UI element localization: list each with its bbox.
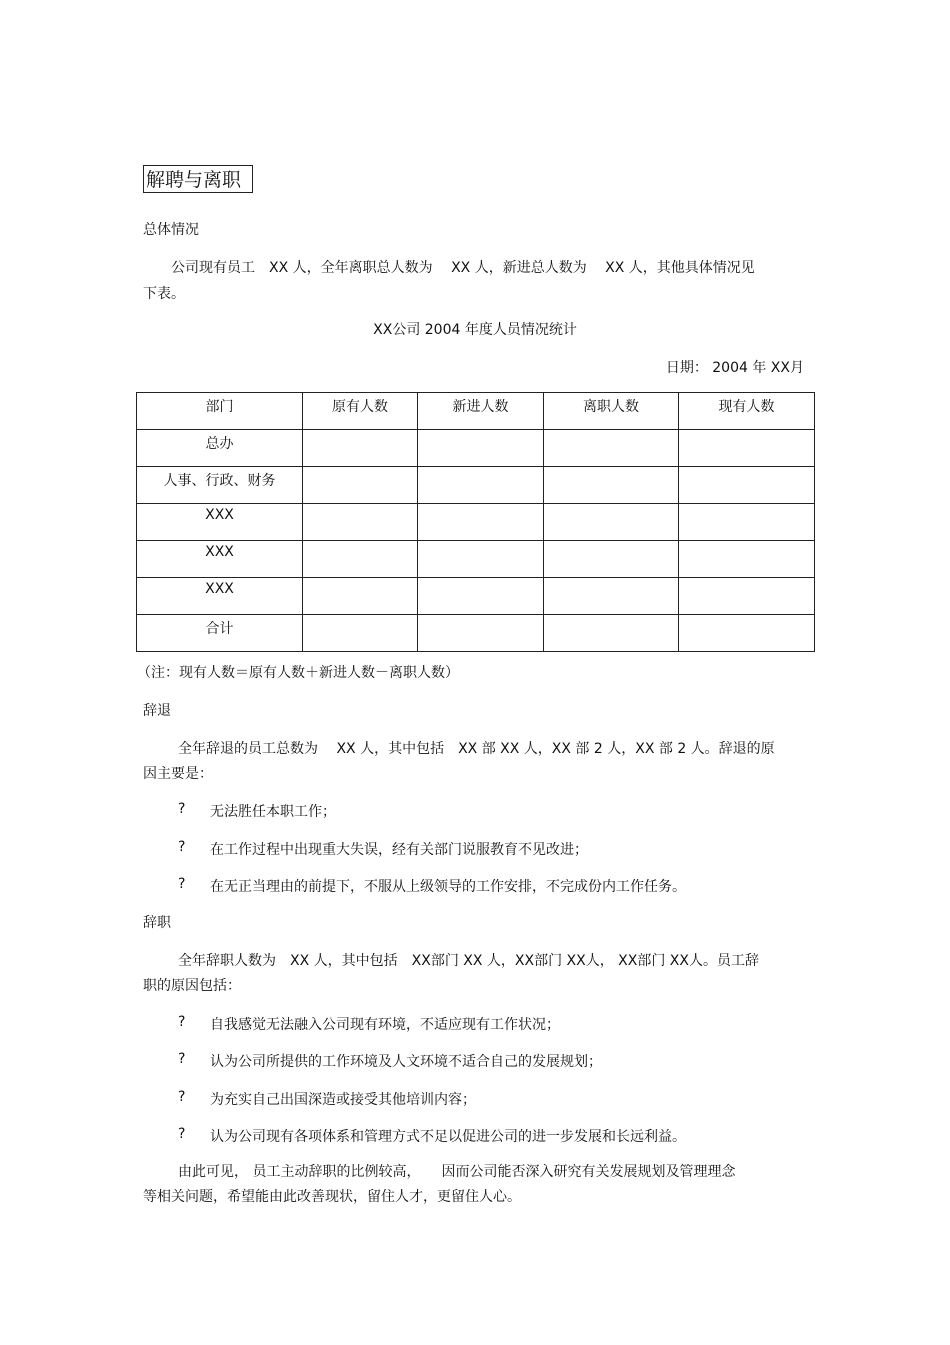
bullet-icon: ?: [178, 876, 186, 892]
table-cell: [544, 467, 679, 504]
bullet-icon: ?: [178, 801, 186, 817]
table-cell: [303, 504, 418, 541]
cell-department: 合计: [137, 615, 303, 652]
table-cell: [679, 504, 815, 541]
table-row: [137, 504, 815, 541]
overview-heading: 总体情况: [143, 222, 199, 238]
table-cell: [544, 504, 679, 541]
table-cell: [303, 615, 418, 652]
resignation-reason-item: 自我感觉无法融入公司现有环境，不适应现有工作状况；: [210, 1017, 560, 1033]
table-cell: [303, 541, 418, 578]
bullet-icon: ?: [178, 1089, 186, 1105]
cell-department: 总办: [137, 430, 303, 467]
staff-statistics-table: [136, 392, 815, 652]
header-departed-count: 离职人数: [544, 393, 679, 430]
resignation-reason-item: 为充实自己出国深造或接受其他培训内容；: [210, 1092, 476, 1108]
header-new-count: 新进人数: [418, 393, 544, 430]
table-cell: [418, 504, 544, 541]
overview-paragraph-line1: 公司现有员工 XX 人，全年离职总人数为 XX 人，新进总人数为 XX 人，其他具体情况见: [171, 260, 755, 276]
resignation-heading: 辞职: [143, 915, 171, 931]
date-line: 日期： 2004 年 XX月: [665, 360, 804, 376]
table-header-row: [137, 393, 815, 430]
table-cell: [418, 541, 544, 578]
table-row-total: [137, 615, 815, 652]
header-original-count: 原有人数: [303, 393, 418, 430]
table-cell: [303, 467, 418, 504]
table-cell: [544, 541, 679, 578]
table-cell: [418, 467, 544, 504]
cell-department: XXX: [137, 578, 303, 615]
dismissal-reason-item: 在工作过程中出现重大失误，经有关部门说服教育不见改进；: [210, 842, 588, 858]
table-title: XX公司 2004 年度人员情况统计: [373, 322, 577, 338]
table-cell: [679, 430, 815, 467]
bullet-icon: ?: [178, 839, 186, 855]
table-row: [137, 430, 815, 467]
bullet-icon: ?: [178, 1126, 186, 1142]
resignation-paragraph-line1: 全年辞职人数为 XX 人，其中包括 XX部门 XX 人，XX部门 XX人， XX部门 XX人。员工辞: [178, 953, 759, 969]
table-row: [137, 541, 815, 578]
table-cell: [544, 615, 679, 652]
dismissal-reason-item: 在无正当理由的前提下，不服从上级领导的工作安排，不完成份内工作任务。: [210, 879, 686, 895]
table-row: [137, 467, 815, 504]
section-title: 解聘与离职: [143, 165, 253, 193]
cell-department: XXX: [137, 504, 303, 541]
bullet-icon: ?: [178, 1014, 186, 1030]
table-cell: [303, 578, 418, 615]
cell-department: XXX: [137, 541, 303, 578]
table-cell: [679, 541, 815, 578]
resignation-reason-item: 认为公司现有各项体系和管理方式不足以促进公司的进一步发展和长远利益。: [210, 1129, 686, 1145]
table-cell: [679, 467, 815, 504]
table-note: （注：现有人数＝原有人数＋新进人数－离职人数）: [137, 665, 459, 681]
conclusion-line1: 由此可见， 员工主动辞职的比例较高， 因而公司能否深入研究有关发展规划及管理理念: [178, 1164, 736, 1180]
table-cell: [679, 615, 815, 652]
table-cell: [418, 578, 544, 615]
cell-department: 人事、行政、财务: [137, 467, 303, 504]
table-cell: [544, 430, 679, 467]
table-cell: [303, 430, 418, 467]
header-department: 部门: [137, 393, 303, 430]
table-row: [137, 578, 815, 615]
table-cell: [418, 615, 544, 652]
bullet-icon: ?: [178, 1051, 186, 1067]
conclusion-line2: 等相关问题，希望能由此改善现状，留住人才，更留住人心。: [143, 1189, 521, 1205]
resignation-paragraph-line2: 职的原因包括：: [143, 978, 241, 994]
resignation-reason-item: 认为公司所提供的工作环境及人文环境不适合自己的发展规划；: [210, 1054, 602, 1070]
table-cell: [679, 578, 815, 615]
dismissal-paragraph-line2: 因主要是：: [143, 766, 213, 782]
dismissal-heading: 辞退: [143, 703, 171, 719]
dismissal-reason-item: 无法胜任本职工作；: [210, 804, 336, 820]
dismissal-paragraph-line1: 全年辞退的员工总数为 XX 人，其中包括 XX 部 XX 人，XX 部 2 人，XX 部 2 人。辞退的原: [178, 741, 775, 757]
table-cell: [544, 578, 679, 615]
header-current-count: 现有人数: [679, 393, 815, 430]
overview-paragraph-line2: 下表。: [143, 286, 185, 302]
table-cell: [418, 430, 544, 467]
